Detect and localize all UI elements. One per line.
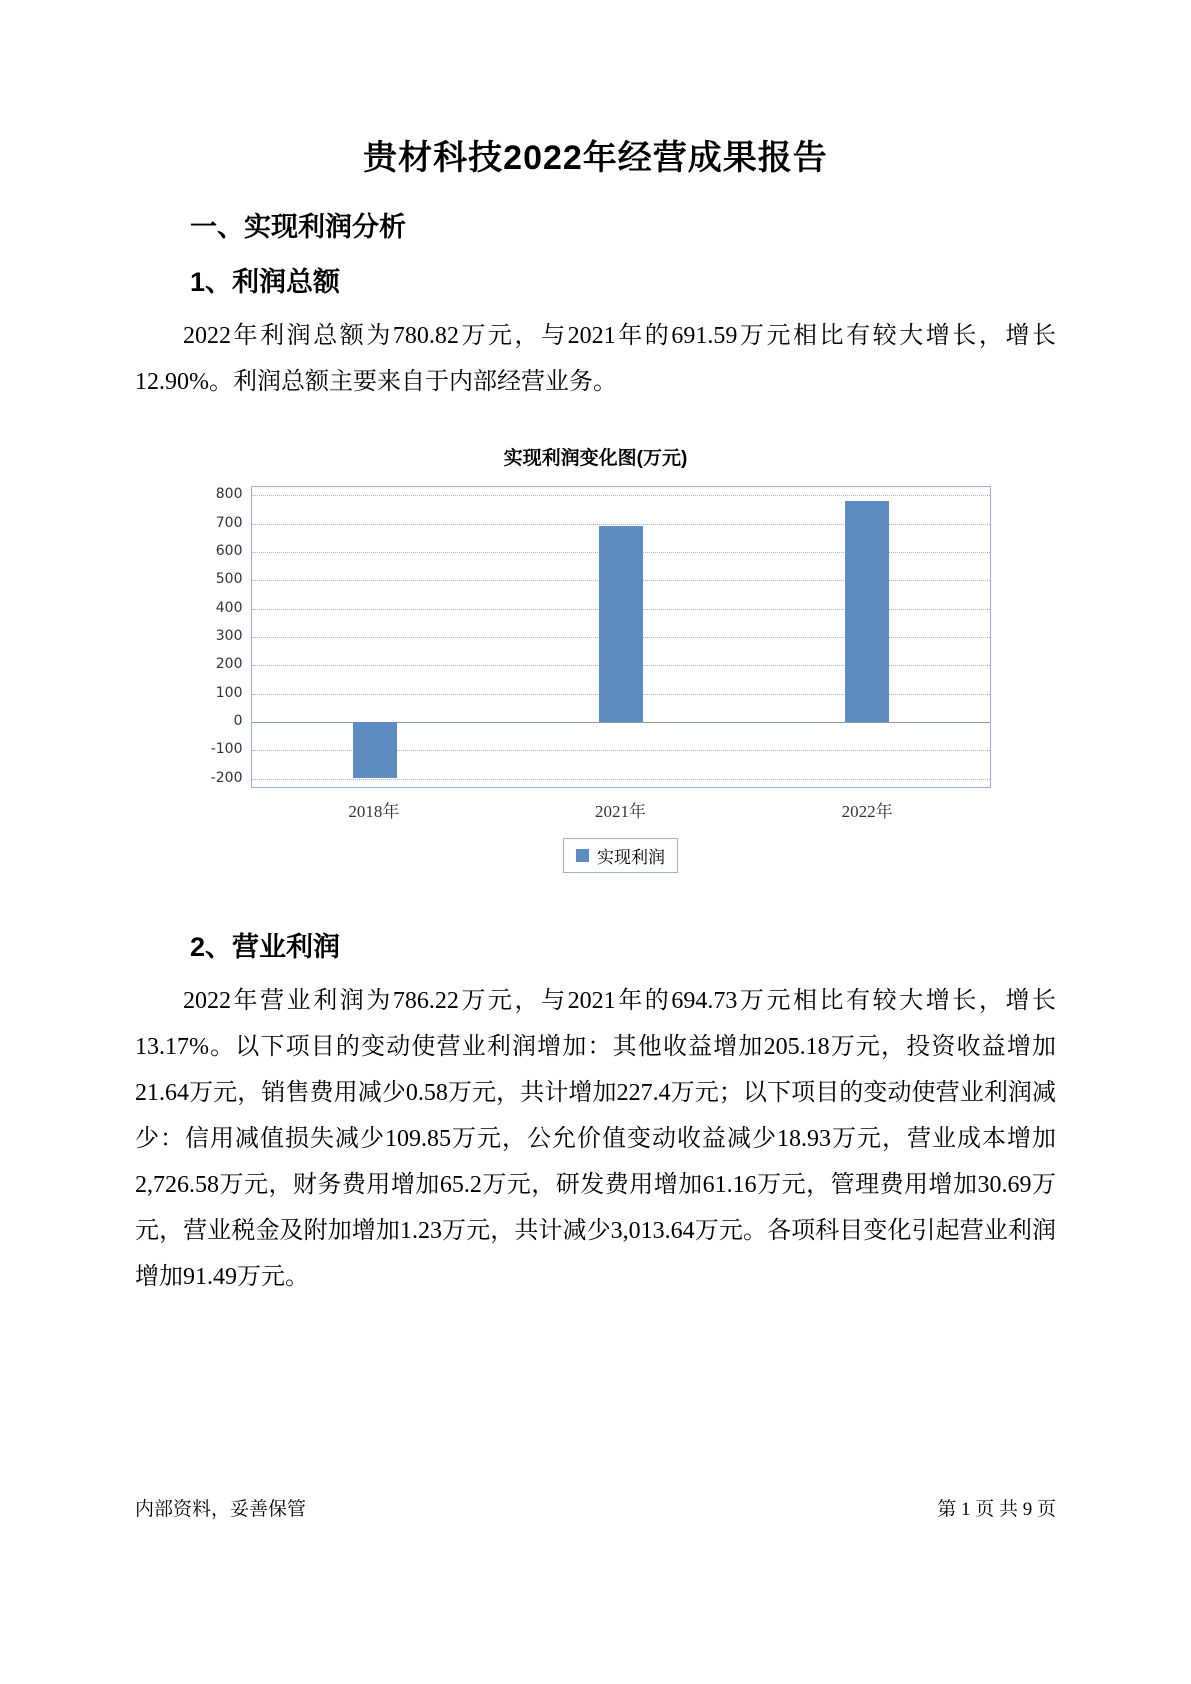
y-axis-tick-label: 700 [215,514,243,531]
y-axis-tick-label: 500 [215,571,243,588]
y-axis-tick-label: 300 [215,628,243,644]
x-axis [251,797,991,822]
page-title: 贵材科技2022年经营成果报告 [363,139,828,177]
gridline [252,495,990,496]
y-axis-tick-label: 800 [215,486,243,503]
y-axis [201,486,251,786]
bar-2018年 [353,722,397,779]
y-axis-tick-label: -100 [210,741,243,758]
y-axis-tick-label: 100 [215,684,243,701]
page-footer [135,1494,1056,1521]
bar-2022年 [845,501,889,722]
y-axis-tick-label: 0 [233,712,243,729]
subsection-heading-total-profit: 1、利润总额 [190,267,341,297]
chart-body [201,486,991,788]
x-axis-label: 2021年 [595,802,646,821]
legend-box [563,838,678,873]
y-axis-tick-label: 200 [215,656,243,673]
chart-legend [251,838,991,873]
profit-change-chart [201,443,991,873]
footer-note: 内部资料，妥善保管 [135,1499,307,1520]
paragraph-operating-profit: 2022年营业利润为786.22万元，与2021年的694.73万元相比有较大增长，增长13.17%。以下项目的变动使营业利润增加：其他收益增加205.18万元，投资收益增加21.64万元，销售费用减少0.58万元，共计增加227.4万元；以下项目的变动使营业利润减少：信用减值损失减少109.85万元，公允价值变动收益减少18.93万元，营业成本增加2,726.58万元，财务费用增加65.2万元，研发费用增加61.16万元，管理费用增加30.69万元，营业税金及附加增加1.23万元，共计减少3,013.64万元。各项科目变化引起营业利润增加91.49万元。 [135,988,1056,1290]
section-heading-profit-analysis: 一、实现利润分析 [190,212,406,242]
y-axis-tick-label: 600 [215,543,243,560]
gridline [252,779,990,780]
legend-swatch [576,849,589,862]
x-axis-label: 2022年 [841,802,893,821]
y-axis-tick-label: -200 [210,769,243,786]
plot-area [251,486,991,788]
legend-label: 实现利润 [597,848,665,867]
x-axis-label: 2018年 [348,802,400,821]
bar-2021年 [599,526,643,722]
y-axis-tick-label: 400 [215,599,243,616]
subsection-heading-operating-profit: 2、营业利润 [190,932,341,962]
footer-page-number: 第 1 页 共 9 页 [937,1499,1056,1520]
paragraph-total-profit: 2022年利润总额为780.82万元，与2021年的691.59万元相比有较大增长，增长12.90%。利润总额主要来自于内部经营业务。 [135,323,1056,395]
chart-title: 实现利润变化图(万元) [503,448,688,469]
